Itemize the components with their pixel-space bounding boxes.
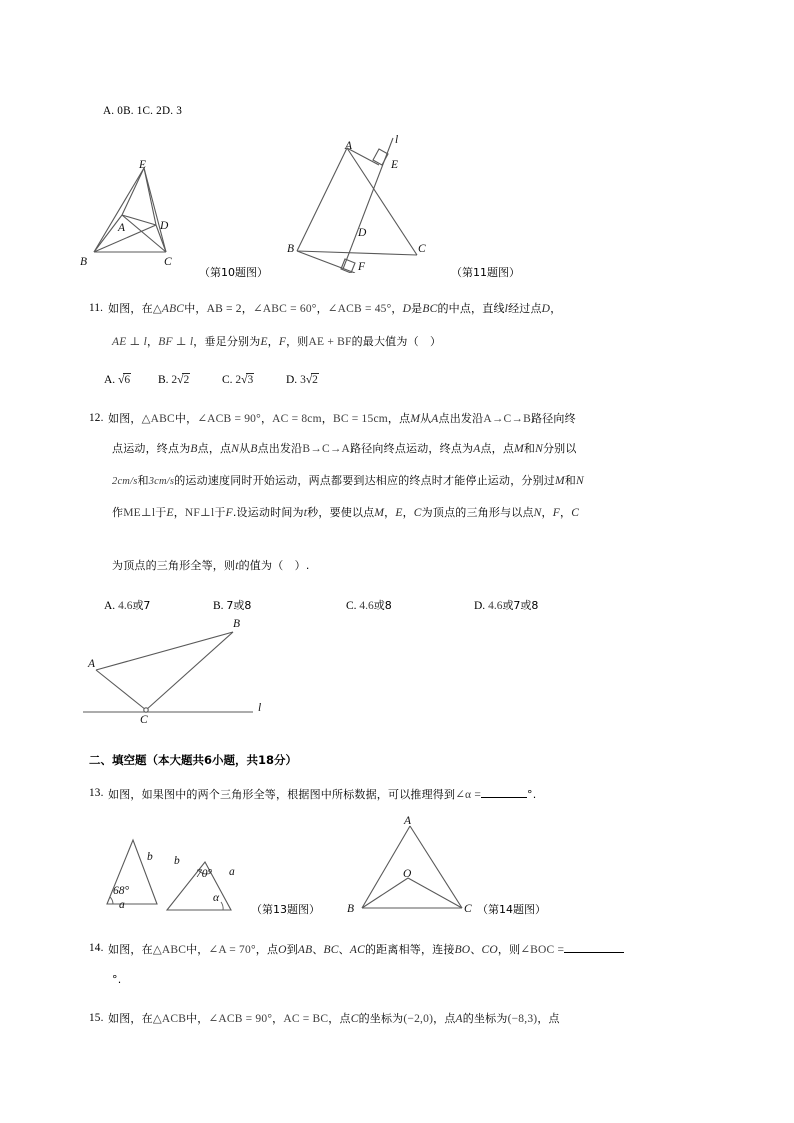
q11-l2-c3: ， [267,335,279,348]
q14-l1-c: ，点 [255,943,279,956]
section-2-points: 18 [258,753,275,767]
q14-line-2 [112,972,121,988]
fig10-vertex-E: E [139,159,147,171]
q12-l1-h: 路径向终 [531,412,576,425]
section-2-heading [89,752,297,768]
q11-l1-bc: BC [422,303,438,315]
q11-option-a-value: √6 [118,374,131,386]
fig10-vertex-D: D [160,220,169,232]
q11-l1-end: ， [550,302,562,315]
q12-l2-point-n2: N [535,443,543,455]
q12-l4-j: ， [541,506,553,519]
q14-l1-angle-a: ∠A = 70° [208,944,256,956]
q12-line-4 [112,505,579,521]
fig13-right-side-b: b [174,855,180,867]
q11-option-c-value: 2√3 [235,374,254,386]
figure-13-diagram [95,826,245,921]
q15-l1-ac-bc: AC = BC [283,1013,329,1025]
fig11-vertex-B: B [287,243,295,255]
q13-line-1 [108,786,536,803]
q12-option-d-num: 4.6 [488,600,503,612]
q12-l1-e: ，点 [387,412,411,425]
q11-l1-mid6: 的中点，直线 [437,302,505,315]
q11-l1-mid5: 是 [411,302,423,315]
q12-l5-t: t [235,560,239,572]
q10-options-line: A. 0B. 1C. 2D. 3 [103,105,183,117]
q11-line-1 [108,301,561,317]
q15-l1-h: ，点 [537,1012,560,1025]
q14-answer-blank[interactable] [564,941,624,953]
q11-l1-mid4: ， [391,302,403,315]
q12-l2-point-m: M [514,443,524,455]
fig13-right-angle-alpha: α [213,892,220,904]
q15-l1-d: ，点 [328,1012,351,1025]
q11-option-a[interactable] [104,374,131,386]
figure-14-diagram [340,812,480,922]
q11-option-c[interactable] [222,374,254,386]
fig11-line-label-l: l [395,134,399,146]
q11-l1-point-d: D [402,303,412,315]
q12-l1-point-m: M [410,413,421,425]
q11-l2-c4: ，则 [286,335,309,348]
q14-l1-e: 、 [312,943,324,956]
q12-option-c-rest: 或8 [373,599,392,612]
figure-10-caption: （第10题图） [199,266,268,279]
q11-l1-angle-acb: ∠ACB = 45° [327,303,392,315]
q12-l3-speed-1: 2cm/s [112,476,138,487]
q11-option-c-coef: 2 [235,374,242,386]
q12-option-a[interactable] [104,597,150,613]
q12-line-1 [108,411,576,427]
fig14-vertex-B: B [347,903,355,915]
q11-l1-mid2: ， [241,302,253,315]
q12-l2-a: 点运动，终点为 [112,442,191,455]
q12-l2-f: 路径向终点运动，终点为 [350,442,474,455]
q11-l1-pre: 如图，在 [108,302,153,315]
q14-l1-i: ，则 [497,943,521,956]
q12-l2-b: B [190,443,198,455]
q15-l1-c: ， [272,1012,284,1025]
q12-option-b[interactable] [213,597,251,613]
q11-option-b-letter: B. [158,374,169,386]
q12-l2-d: 从 [239,442,251,455]
q11-l1-point-d2: D [541,303,551,315]
q11-option-a-letter: A. [104,374,116,386]
fig12-vertex-C: C [140,714,148,726]
q14-l1-b: 中， [186,943,209,956]
q12-l2-c: 点，点 [197,442,232,455]
q11-option-b-coef: 2 [171,374,178,386]
q12-l3-point-m: M [555,475,565,487]
q12-l4-n2: N [533,507,542,519]
q15-l1-f: ，点 [433,1012,456,1025]
fig11-vertex-A: A [345,140,353,152]
q12-l4-f: F [225,507,233,519]
q12-l5-paren: （ ）. [272,559,310,572]
fig10-vertex-C: C [164,256,172,268]
q11-l2-bf: BF ⊥ l [158,336,194,348]
q11-l1-mid1: 中， [184,302,207,315]
q12-l1-a: 如图， [108,412,142,425]
fig11-vertex-E: E [391,159,399,171]
q12-l4-me: ME⊥l [123,507,156,519]
section-2-count: 6 [204,753,213,767]
q15-l1-coord-a: (−8,3) [507,1013,538,1025]
q12-l2-point-n: N [231,443,240,455]
q12-l4-c: ， [173,506,185,519]
q14-l1-bc: BC [323,944,339,956]
q15-l1-point-c: C [350,1013,359,1025]
figure-10-diagram [78,135,198,265]
q12-line-5 [112,558,310,574]
fig11-vertex-F: F [358,261,366,273]
q12-l3-b: 的运动速度同时开始运动，两点都要到达相应的终点时才能停止运动，分别过 [174,474,556,487]
q15-line-1 [108,1011,560,1027]
fig12-line-label-l: l [258,702,262,714]
q12-l4-f3: F [552,507,560,519]
fig10-vertex-A: A [118,222,126,234]
q14-l1-ab: AB [297,944,313,956]
q11-option-d-radicand: 2 [312,374,318,386]
q11-option-d-value: 3√2 [300,374,318,386]
q12-l1-bc: BC = 15cm [332,413,388,425]
section-2-part-1: 二、填空题（本大题共 [89,753,204,767]
q11-number: 11. [89,302,104,314]
q12-option-b-letter: B. [213,600,224,612]
q12-l1-angle-acb: ∠ACB = 90° [197,413,261,425]
q14-l1-angle-boc: ∠BOC = [520,944,565,956]
q11-l2-c1: ， [147,335,159,348]
q12-l4-d: 于 [214,506,226,519]
q12-l3-c: 和 [564,474,576,487]
q12-l2-h: 和 [523,442,536,455]
q12-line-3 [112,473,584,489]
q15-l1-coord-c: (−2,0) [403,1013,434,1025]
q12-option-d-rest: 或7或8 [502,599,539,612]
fig13-right-side-a: a [229,866,235,878]
q15-l1-a: 如图，在 [108,1012,153,1025]
q12-option-d-letter: D. [474,600,486,612]
q11-l1-ab: AB = 2 [206,303,242,315]
q12-l4-a: 作 [112,506,124,519]
q14-l1-triangle: △ABC [152,944,187,956]
q12-number: 12. [89,412,104,424]
q12-option-c[interactable] [346,597,392,613]
fig13-left-angle-68: 68° [113,885,130,897]
q12-l4-e3: E [395,507,403,519]
figure-13-caption: （第13题图） [251,903,320,916]
q13-number: 13. [89,787,104,799]
q12-l4-i: 为顶点的三角形与以点 [421,506,534,519]
q12-l4-t: t [303,507,308,519]
q11-l1-mid7: 经过点 [508,302,542,315]
q12-l2-point-b: B [250,443,258,455]
fig14-vertex-O: O [403,868,412,880]
q11-l1-mid3: ， [316,302,328,315]
q14-l1-f: 、 [338,943,350,956]
q12-l4-nf: NF⊥l [184,507,215,519]
q14-l1-point-o: O [278,944,287,956]
q11-l2-c5: 的最大值为 [351,335,408,348]
q15-l1-b: 中， [186,1012,209,1025]
q12-option-c-num: 4.6 [359,600,374,612]
section-2-part-3: 小题，共 [212,753,259,767]
q12-l1-triangle: △ABC [141,413,175,425]
q12-l4-g: ， [384,506,396,519]
q11-l2-paren: （ ） [407,335,442,348]
figure-14-caption: （第14题图） [477,903,546,916]
q14-l1-d: 到 [286,943,298,956]
q11-option-d[interactable] [286,374,319,386]
q14-l1-h: 、 [470,943,482,956]
section-2-part-5: 分） [274,753,298,767]
q12-l1-f: 从 [420,412,432,425]
q13-text: 如图，如果图中的两个三角形全等，根据图中所标数据，可以推理得到 [108,788,456,801]
q11-l2-expression: AE + BF [308,336,352,348]
q12-option-a-num: 4.6 [118,600,133,612]
fig14-vertex-C: C [464,903,472,915]
q12-l1-point-a: A [431,413,439,425]
q11-l1-angle-abc: ∠ABC = 60° [252,303,317,315]
fig13-left-side-a: a [119,899,125,911]
q11-l2-c2: ，垂足分别为 [193,335,261,348]
q11-option-b-radicand: 2 [183,374,190,386]
q12-l1-d: ， [321,412,333,425]
q12-l4-m2: M [374,507,385,519]
fig11-vertex-D: D [358,227,367,239]
q12-l5-a: 为顶点的三角形全等，则 [112,559,236,572]
q12-l2-e: 点出发沿 [257,442,303,455]
q14-l1-g: 的距离相等，连接 [364,943,455,956]
q12-option-b-rest: 7或8 [226,599,252,612]
q13-alpha-expr: ∠α = [455,789,482,801]
q11-option-b[interactable] [158,374,190,386]
q12-l4-k: ， [559,506,572,519]
fig11-vertex-C: C [418,243,426,255]
q13-degree: °. [527,788,537,801]
q11-l2-ae: AE ⊥ l [112,336,148,348]
fig13-left-side-b: b [147,851,153,863]
q13-answer-blank[interactable] [481,786,527,798]
fig14-vertex-A: A [404,815,412,827]
q15-l1-triangle: △ACB [152,1013,187,1025]
q15-l1-point-a: A [455,1013,463,1025]
q14-l1-a: 如图，在 [108,943,153,956]
q12-l3-point-n: N [576,475,584,487]
figure-11-diagram [275,133,440,273]
q12-l2-g: 点，点 [480,442,515,455]
q11-option-b-value: 2√2 [171,374,190,386]
q15-l1-e: 的坐标为 [358,1012,404,1025]
q11-line-2 [112,334,441,350]
fig10-vertex-B: B [80,256,88,268]
q12-l4-c3: C [571,507,580,519]
q12-l1-g: 点出发沿 [438,412,484,425]
q14-l1-ac: AC [349,944,365,956]
q12-l1-b: 中， [174,412,198,425]
q12-l4-b: 于 [155,506,167,519]
q12-l1-c: ， [260,412,273,425]
q11-l2-e: E [260,336,268,348]
q12-l1-ac: AC = 8cm [272,413,322,425]
q12-option-a-rest: 或7 [132,599,151,612]
q15-l1-g: 的坐标为 [462,1012,508,1025]
q12-l2-path: B→C→A [302,443,351,455]
q15-number: 15. [89,1012,104,1024]
q14-l1-bo: BO [454,944,471,956]
q11-option-d-coef: 3 [300,374,306,386]
q14-number: 14. [89,942,104,954]
q12-option-c-letter: C. [346,600,357,612]
figure-12-diagram [78,612,278,732]
q12-l1-path: A→C→B [483,413,531,425]
q12-option-a-letter: A. [104,600,116,612]
q14-l1-co: CO [481,944,498,956]
q12-l5-b: 的值为 [238,559,273,572]
q12-option-d[interactable] [474,597,538,613]
q11-l2-f: F [278,336,287,348]
q11-l1-line-l: l [504,303,509,315]
q11-option-a-radicand: 6 [124,374,131,386]
q12-l4-c2: C [413,507,422,519]
q11-option-d-letter: D. [286,374,298,386]
q14-degree: °. [112,973,122,986]
fig12-vertex-B: B [233,618,241,630]
q12-l4-h: ， [402,506,414,519]
q12-l2-i: 分别以 [542,442,577,455]
q12-line-2 [112,441,577,457]
q15-l1-angle-acb: ∠ACB = 90° [208,1013,273,1025]
q12-l4-e2: .设运动时间为 [232,506,304,519]
q12-l3-speed-2: 3cm/s [148,476,175,487]
q11-option-c-letter: C. [222,374,233,386]
q11-option-c-radicand: 3 [247,374,254,386]
fig12-vertex-A: A [88,658,96,670]
q12-l4-e: E [166,507,174,519]
q12-l3-a: 和 [137,474,149,487]
q14-line-1 [108,941,624,958]
fig13-right-angle-70: 70° [196,868,213,880]
q12-l2-point-a: A [473,443,481,455]
figure-11-caption: （第11题图） [451,266,520,279]
q11-l1-triangle: △ABC [152,303,185,315]
q12-l4-f2: 秒，要使以点 [307,506,375,519]
